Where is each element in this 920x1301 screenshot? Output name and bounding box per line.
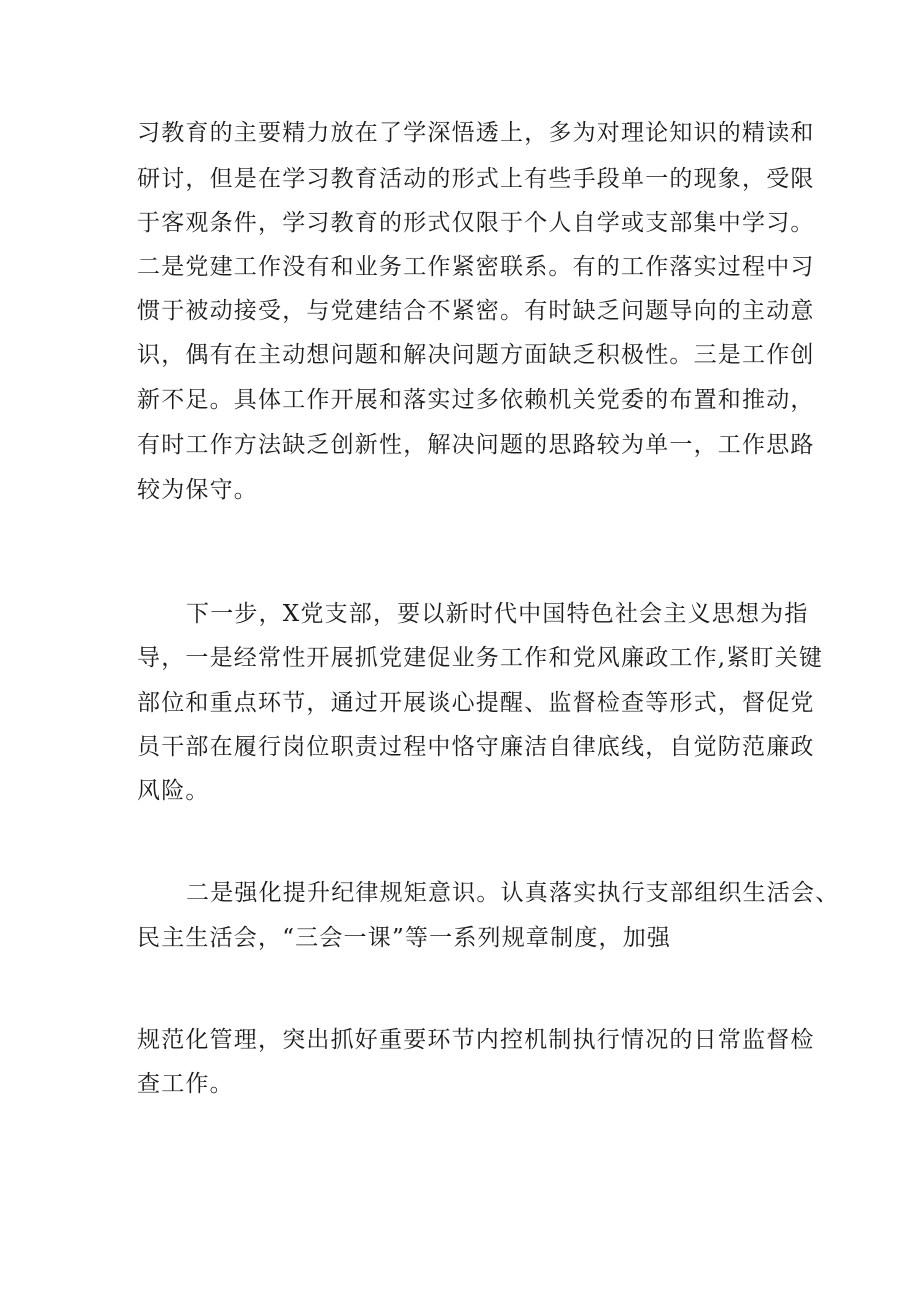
text-line: 规范化管理，突出抓好重要环节内控机制执行情况的日常监督检 — [137, 1027, 815, 1053]
text-line: 研讨，但是在学习教育活动的形式上有些手段单一的现象，受限 — [137, 166, 815, 192]
text-line: 二是党建工作没有和业务工作紧密联系。有的工作落实过程中习 — [137, 254, 815, 280]
text-line: 有时工作方法缺乏创新性，解决问题的思路较为单一，工作思路 — [137, 432, 815, 458]
text-line: 风险。 — [137, 778, 210, 804]
text-line: 导，一是经常性开展抓党建促业务工作和党风廉政工作,紧盯关键 — [137, 645, 824, 671]
text-line: 查工作。 — [137, 1071, 234, 1097]
text-line: 识，偶有在主动想问题和解决问题方面缺乏积极性。三是工作创 — [137, 342, 815, 368]
text-line: 民主生活会，“三会一课”等一系列规章制度，加强 — [137, 925, 672, 951]
text-line: 惯于被动接受，与党建结合不紧密。有时缺乏问题导向的主动意 — [137, 298, 815, 324]
text-line: 下一步，X党支部，要以新时代中国特色社会主义思想为指 — [186, 601, 809, 627]
text-line: 习教育的主要精力放在了学深悟透上，多为对理论知识的精读和 — [137, 120, 815, 146]
text-line: 二是强化提升纪律规矩意识。认真落实执行支部组织生活会、 — [186, 880, 840, 906]
text-line: 于客观条件，学习教育的形式仅限于个人自学或支部集中学习。 — [137, 210, 815, 236]
text-line: 新不足。具体工作开展和落实过多依赖机关党委的布置和推动， — [137, 387, 815, 413]
text-line: 员干部在履行岗位职责过程中恪守廉洁自律底线，自觉防范廉政 — [137, 734, 815, 760]
text-line: 较为保守。 — [137, 477, 258, 503]
text-line: 部位和重点环节，通过开展谈心提醒、监督检查等形式，督促党 — [137, 690, 815, 716]
